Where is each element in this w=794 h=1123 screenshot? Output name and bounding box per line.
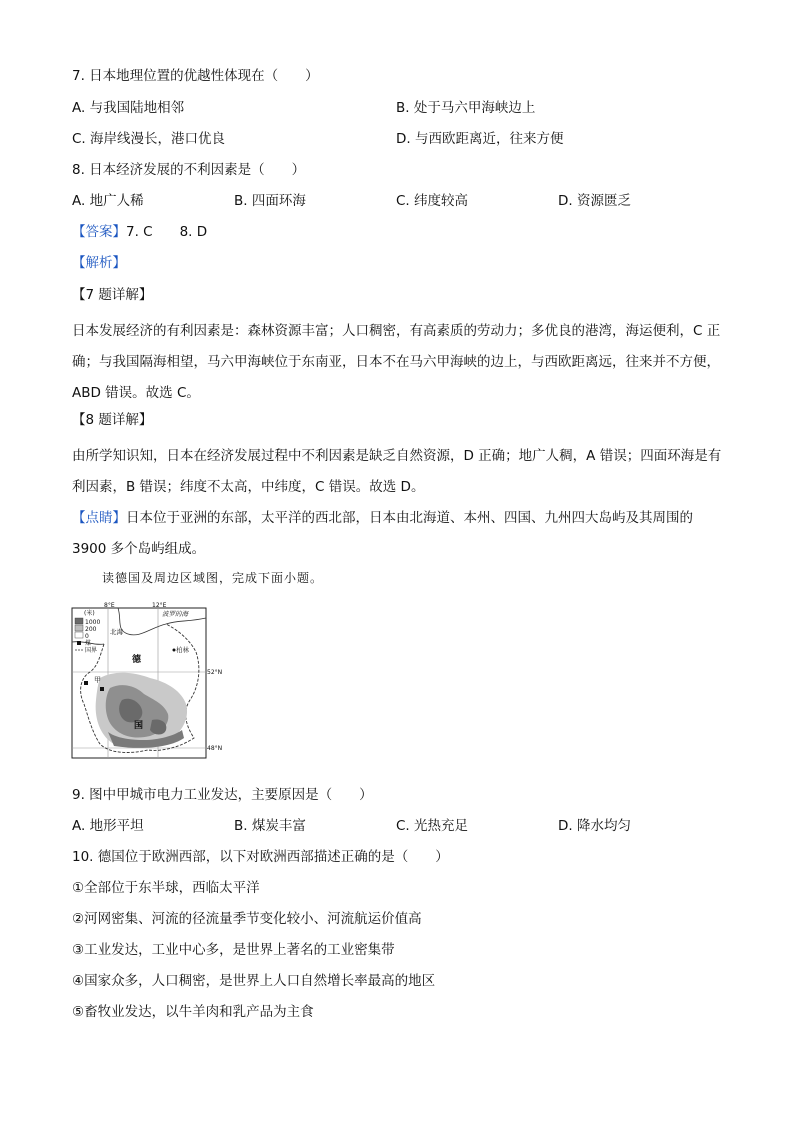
- city-jia-marker-icon: [100, 687, 104, 691]
- note-tag: 【点睛】: [72, 510, 126, 526]
- lon-left-label: 8°E: [104, 602, 115, 609]
- question-8-option-a: A. 地广人稀: [72, 193, 144, 209]
- detail-7-text: 日本发展经济的有利因素是：森林资源丰富；人口稠密，有高素质的劳动力；多优良的港湾，海运便利，C 正确；与我国隔海相望，马六甲海峡位于东南亚，日本不在马六甲海峡的边上，与西欧距离远，往来并不方便，ABD 错误。故选 C。: [72, 323, 721, 401]
- lat-top-label: 52°N: [207, 669, 223, 676]
- note-text: 日本位于亚洲的东部，太平洋的西北部，日本由北海道、本州、四国、九州四大岛屿及其周围的 3900 多个岛屿组成。: [72, 510, 693, 557]
- question-9-option-d: D. 降水均匀: [558, 818, 631, 834]
- city-jia-label: 甲: [94, 676, 101, 684]
- legend-unit-label: (米): [84, 610, 95, 617]
- country-label-guo: 国: [134, 721, 144, 731]
- question-7-option-a: A. 与我国陆地相邻: [72, 100, 185, 116]
- legend-200-label: 200: [85, 626, 97, 633]
- detail-8-text: 由所学知识知，日本在经济发展过程中不利因素是缺乏自然资源，D 正确；地广人稠，A 错误；四面环海是有利因素，B 错误；纬度不太高，中纬度，C 错误。故选 D。: [72, 448, 722, 495]
- map-caption: 读德国及周边区域图，完成下面小题。: [102, 571, 324, 585]
- question-8-option-c: C. 纬度较高: [396, 193, 469, 209]
- question-10-statement-3: ③工业发达，工业中心多，是世界上著名的工业密集带: [72, 942, 395, 958]
- question-8-option-d: D. 资源匮乏: [558, 193, 631, 209]
- question-9-stem: 9. 图中甲城市电力工业发达，主要原因是（ ）: [72, 787, 373, 803]
- legend-1000-label: 1000: [85, 619, 101, 626]
- question-10-statement-2: ②河网密集、河流的径流量季节变化较小、河流航运价值高: [72, 911, 422, 927]
- analysis-tag: 【解析】: [72, 255, 126, 271]
- question-8-stem: 8. 日本经济发展的不利因素是（ ）: [72, 162, 306, 178]
- coal-symbol-icon: [77, 641, 81, 645]
- detail-7-tag: 【7 题详解】: [72, 287, 153, 303]
- lat-bottom-label: 48°N: [207, 745, 223, 752]
- coal-marker-icon: [84, 681, 88, 685]
- question-9-option-b: B. 煤炭丰富: [234, 818, 306, 834]
- legend-border-label: 国界: [85, 647, 98, 654]
- legend-0-label: 0: [85, 633, 89, 640]
- question-7-option-d: D. 与西欧距离近，往来方便: [396, 131, 564, 147]
- baltic-sea-label: 波罗的海: [162, 610, 188, 618]
- lon-right-label: 12°E: [152, 602, 167, 609]
- answer-line: [72, 222, 207, 242]
- country-label-de: 德: [132, 655, 142, 665]
- question-7-stem: 7. 日本地理位置的优越性体现在（ ）: [72, 68, 319, 84]
- germany-map: [70, 600, 223, 766]
- note-paragraph: [72, 503, 722, 565]
- question-7-option-c: C. 海岸线漫长，港口优良: [72, 131, 226, 147]
- question-10-statement-5: ⑤畜牧业发达，以牛羊肉和乳产品为主食: [72, 1004, 314, 1020]
- answer-text: 7. C 8. D: [126, 224, 208, 240]
- question-10-statement-1: ①全部位于东半球，西临太平洋: [72, 880, 260, 896]
- question-8-option-b: B. 四面环海: [234, 193, 306, 209]
- answer-tag: 【答案】: [72, 224, 126, 240]
- question-10-stem: 10. 德国位于欧洲西部，以下对欧洲西部描述正确的是（ ）: [72, 849, 449, 865]
- question-9-option-a: A. 地形平坦: [72, 818, 144, 834]
- question-7-option-b: B. 处于马六甲海峡边上: [396, 100, 536, 116]
- berlin-label: 柏林: [176, 646, 189, 654]
- north-sea-label: 北海: [110, 628, 123, 636]
- detail-8-tag: 【8 题详解】: [72, 412, 153, 428]
- question-9-option-c: C. 光热充足: [396, 818, 469, 834]
- legend-coal-label: 煤: [85, 640, 92, 647]
- question-10-statement-4: ④国家众多，人口稠密，是世界上人口自然增长率最高的地区: [72, 973, 436, 989]
